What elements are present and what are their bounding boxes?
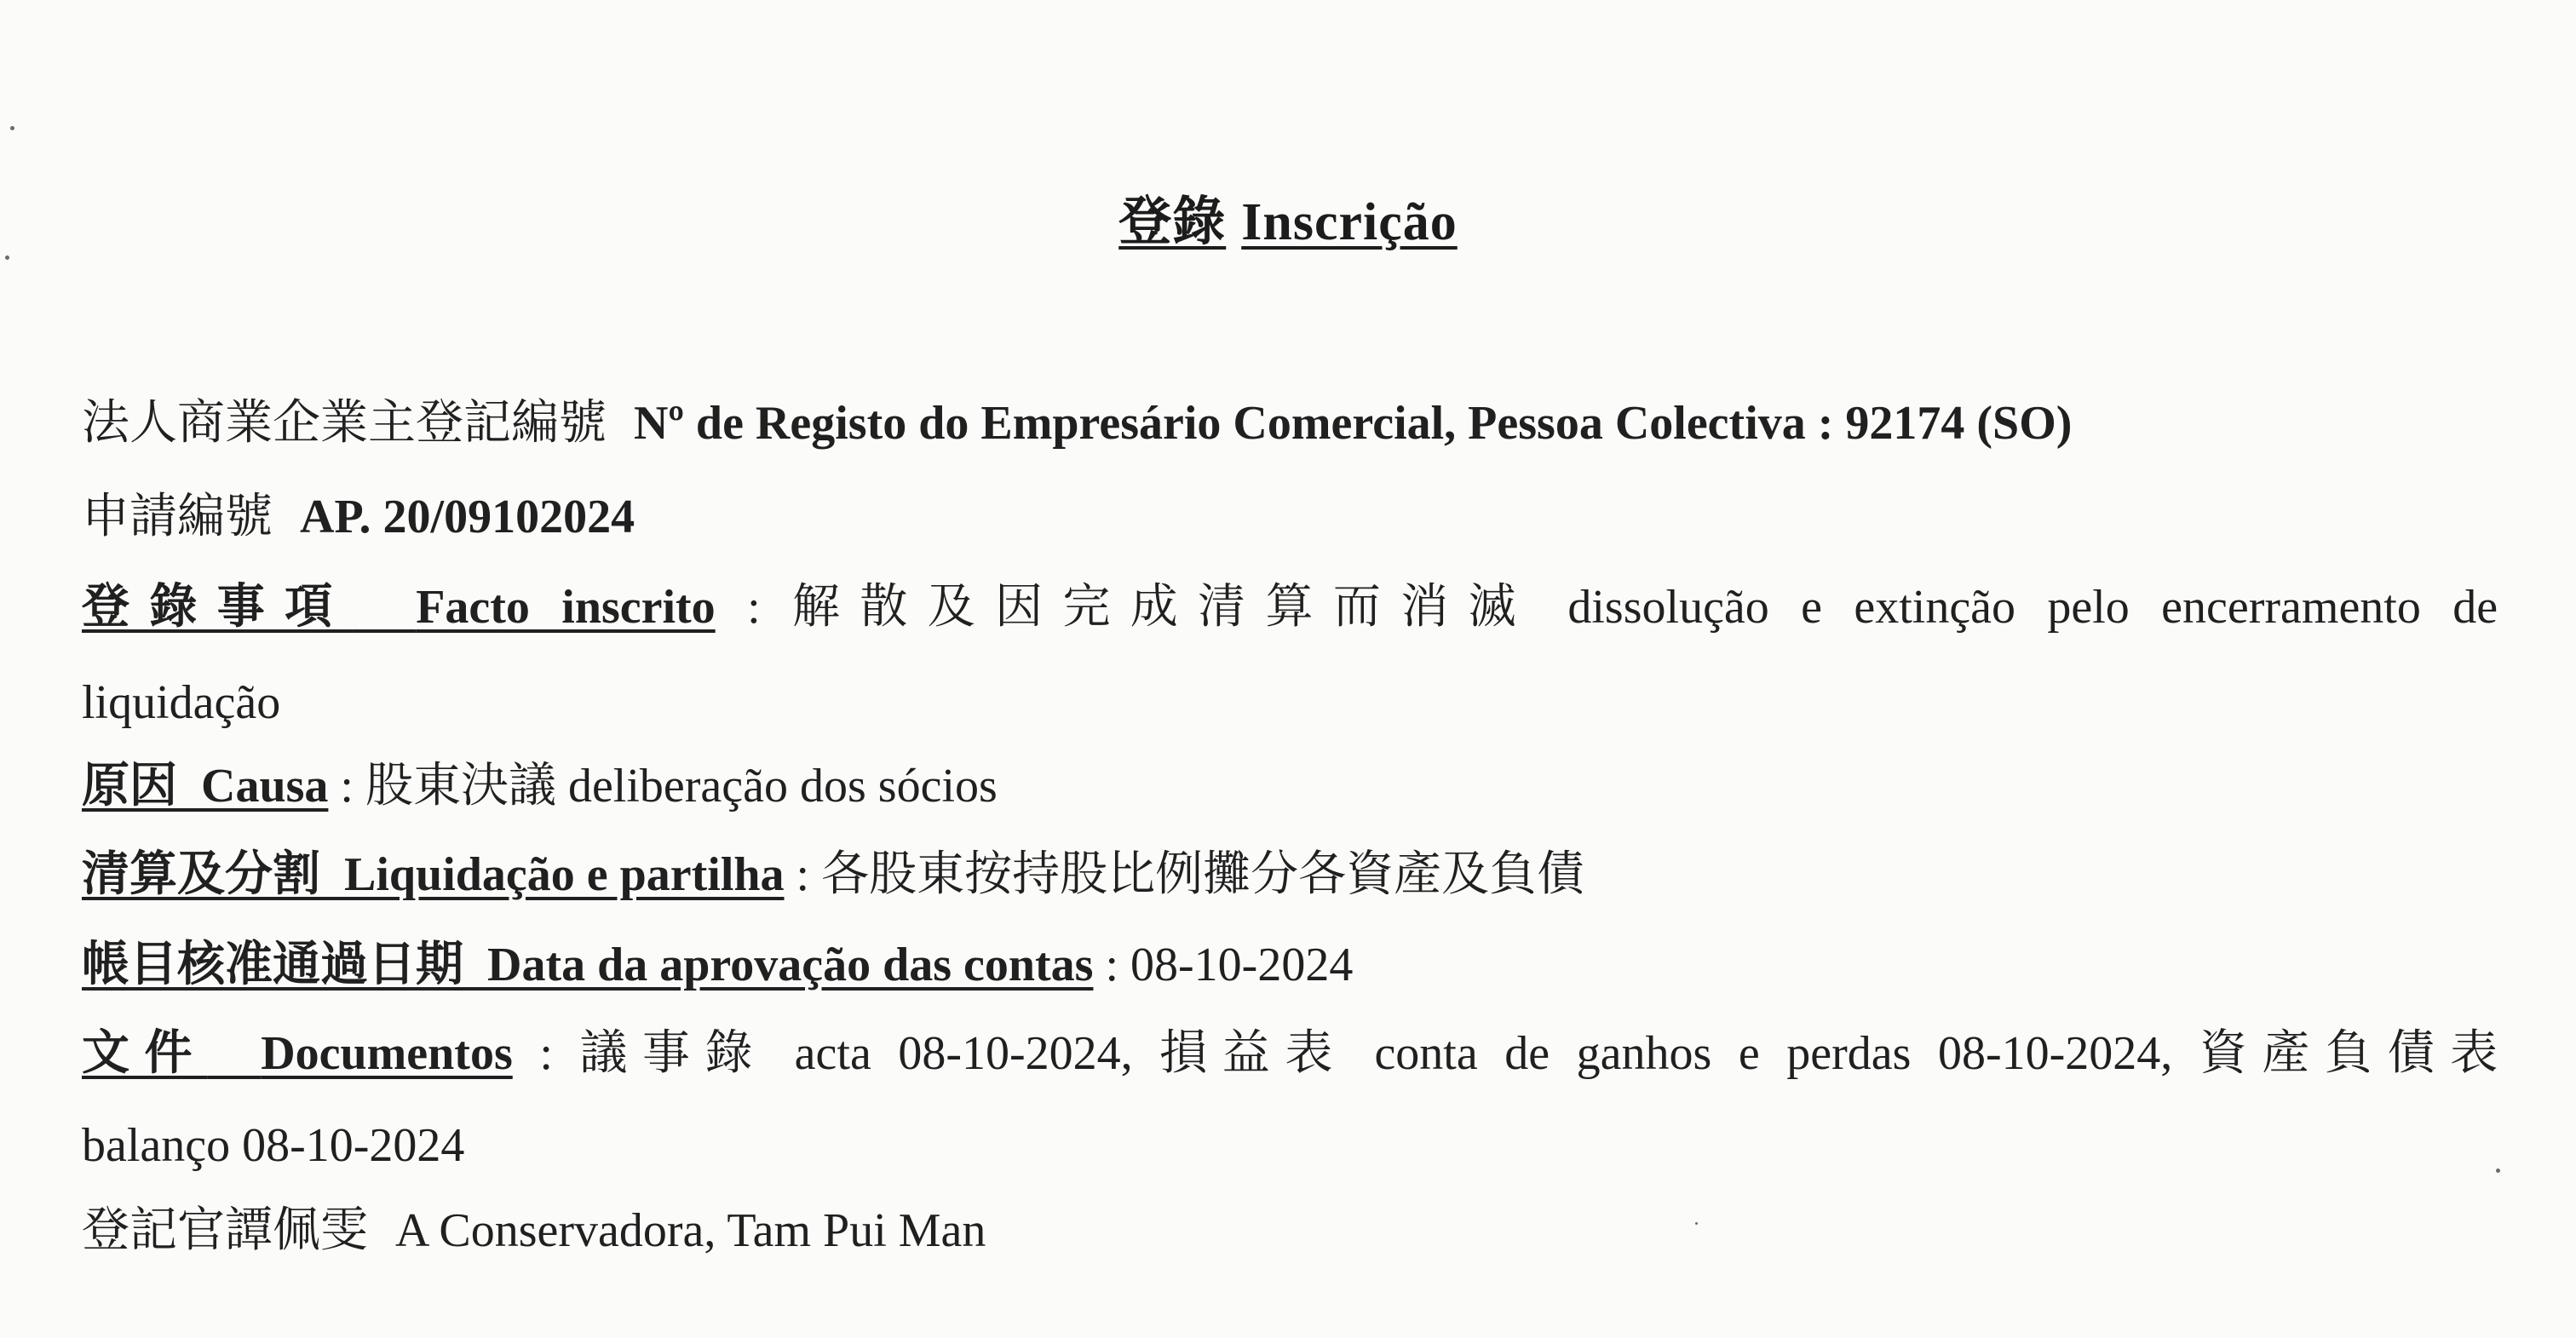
registration-line: [82, 393, 2498, 453]
documents-label-zh: 文件: [82, 1027, 208, 1080]
fact-separator: :: [747, 581, 761, 634]
document-minutes-zh: 議事錄: [579, 1027, 768, 1080]
cause-value-zh: 股東決議: [365, 760, 556, 813]
document-minutes-pt: acta 08-10-2024,: [794, 1027, 1133, 1080]
fact-label-pt: Facto inscrito: [416, 581, 716, 634]
page-title: [0, 179, 2576, 255]
fact-value-pt-cont: liquidação: [82, 676, 281, 729]
registration-label-pt: Nº de Registo do Empresário Comercial, Pessoa Colectiva: [634, 397, 1806, 450]
accounts-approval-line: [82, 935, 2498, 995]
documents-label: [82, 1027, 513, 1080]
registration-separator: :: [1817, 397, 1834, 450]
accounts-approval-label-pt: Data da aprovação das contas: [487, 939, 1094, 991]
liquidation-label: [82, 848, 785, 901]
cause-label: [82, 760, 328, 813]
registrar-label-zh: 登記官譚佩雯: [82, 1204, 368, 1257]
liquidation-value-zh: 各股東按持股比例攤分各資產及負債: [821, 848, 1585, 901]
document-balance-sheet-pt: balanço 08-10-2024: [82, 1119, 465, 1172]
application-line: [82, 487, 2498, 547]
accounts-approval-label-zh: 帳目核准通過日期: [82, 939, 463, 991]
fact-value-pt: dissolução e extinção pelo encerramento de: [1567, 581, 2498, 634]
fact-label: [82, 581, 716, 634]
title-pt: Inscrição: [1241, 193, 1458, 251]
accounts-approval-label: [82, 939, 1093, 991]
fact-line: [82, 577, 2498, 637]
registrar-line: [82, 1201, 2498, 1260]
cause-separator: :: [340, 760, 354, 813]
accounts-approval-separator: :: [1105, 939, 1119, 991]
registration-label-zh: 法人商業企業主登記編號: [82, 397, 607, 450]
document-balance-sheet-zh: 資產負債表: [2199, 1027, 2498, 1080]
liquidation-separator: :: [796, 848, 810, 901]
cause-label-pt: Causa: [201, 760, 329, 813]
documents-separator: :: [539, 1027, 553, 1080]
documents-line: [82, 1024, 2498, 1083]
liquidation-label-zh: 清算及分割: [82, 848, 320, 901]
document-income-statement-pt: conta de ganhos e perdas 08-10-2024,: [1374, 1027, 2173, 1080]
title-zh: 登錄: [1118, 193, 1227, 251]
cause-value-pt: deliberação dos sócios: [567, 760, 998, 813]
liquidation-line: [82, 845, 2498, 904]
scan-speck: [5, 256, 9, 260]
accounts-approval-date: 08-10-2024: [1130, 939, 1354, 991]
application-number: AP. 20/09102024: [300, 491, 635, 543]
fact-label-zh: 登錄事項: [82, 581, 353, 634]
document-income-statement-zh: 損益表: [1159, 1027, 1348, 1080]
registration-number: 92174 (SO): [1845, 397, 2073, 450]
cause-label-zh: 原因: [82, 760, 177, 813]
application-label-zh: 申請編號: [82, 491, 273, 543]
documents-line-continued: [82, 1116, 2498, 1175]
documents-label-pt: Documentos: [261, 1027, 513, 1080]
registrar-name: A Conservadora, Tam Pui Man: [395, 1204, 986, 1257]
liquidation-label-pt: Liquidação e partilha: [344, 848, 785, 901]
scan-speck: [10, 126, 14, 130]
fact-value-zh: 解散及因完成清算而消滅: [792, 581, 1536, 634]
cause-line: [82, 756, 2498, 816]
fact-line-continued: [82, 673, 2498, 732]
